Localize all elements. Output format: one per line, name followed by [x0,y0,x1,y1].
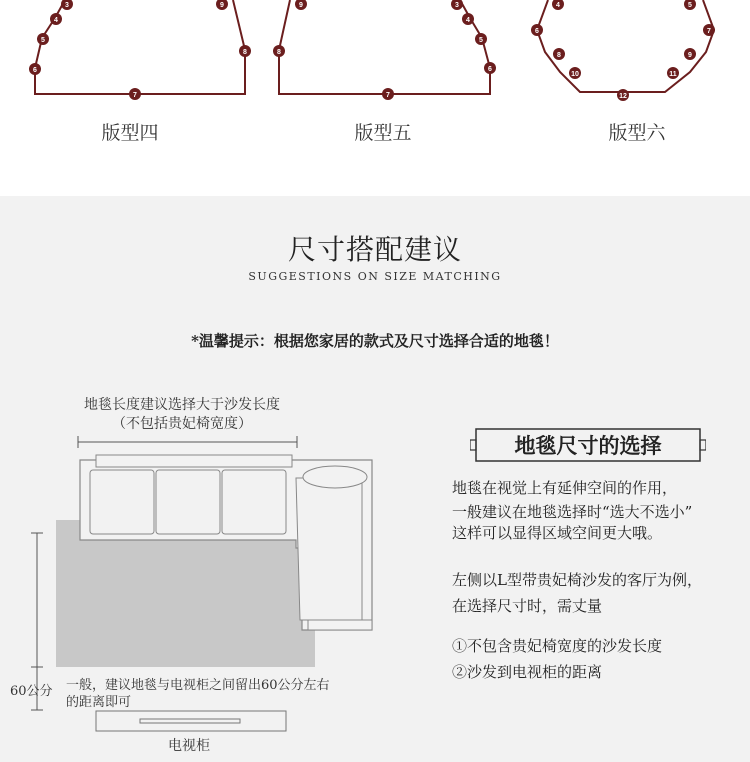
shape-five-label: 版型五 [354,122,412,144]
marker-num: 4 [556,2,560,9]
marker-num: 8 [277,49,281,56]
selection-heading [470,428,706,462]
shape-six-label: 版型六 [608,122,666,144]
marker-num: 6 [488,66,492,73]
marker-num: 10 [571,71,579,78]
selection-heading-text: 地毯尺寸的选择 [514,433,662,458]
marker-num: 9 [220,2,224,9]
marker-num: 7 [133,92,137,99]
para1-line2: 一般建议在地毯选择时“选大不选小” [452,503,693,521]
tv-stand-label: 电视柜 [168,738,210,754]
measure-item-1: ①不包含贵妃椅宽度的沙发长度 [452,637,663,655]
marker-num: 12 [619,93,627,100]
marker-num: 4 [466,17,470,24]
length-note-line2: （不包括贵妃椅宽度） [112,416,252,432]
shape-four-label: 版型四 [101,122,159,144]
marker-num: 6 [33,67,37,74]
para2-line1: 左侧以L型带贵妃椅沙发的客厅为例， [452,571,702,589]
marker-num: 8 [243,49,247,56]
marker-num: 7 [386,92,390,99]
section-title: 尺寸搭配建议 [287,233,462,266]
tip-text: *温馨提示：根据您家居的款式及尺寸选择合适的地毯！ [191,332,559,350]
marker-num: 3 [65,2,69,9]
marker-num: 7 [707,28,711,35]
marker-num: 5 [41,37,45,44]
marker-num: 9 [688,52,692,59]
marker-num: 5 [479,37,483,44]
marker-num: 8 [557,52,561,59]
chaise-armrest [303,466,367,488]
rug [56,520,315,667]
distance-label: 60公分 [10,684,53,699]
measure-item-2: ②沙发到电视柜的距离 [452,663,603,681]
distance-note-line2: 的距离即可 [66,695,132,710]
marker-num: 11 [669,71,677,78]
marker-num: 5 [688,2,692,9]
marker-num: 4 [54,17,58,24]
para1-line1: 地毯在视觉上有延伸空间的作用， [452,479,678,497]
para1-line3: 这样可以显得区域空间更大哦。 [452,524,663,542]
marker-num: 6 [535,28,539,35]
length-note-line1: 地毯长度建议选择大于沙发长度 [84,397,280,413]
para2-line2: 在选择尺寸时，需丈量 [452,597,603,615]
section-subtitle: SUGGESTIONS ON SIZE MATCHING [248,270,502,283]
distance-note-line1: 一般，建议地毯与电视柜之间留出60公分左右 [66,678,330,693]
marker-num: 3 [455,2,459,9]
marker-num: 9 [299,2,303,9]
